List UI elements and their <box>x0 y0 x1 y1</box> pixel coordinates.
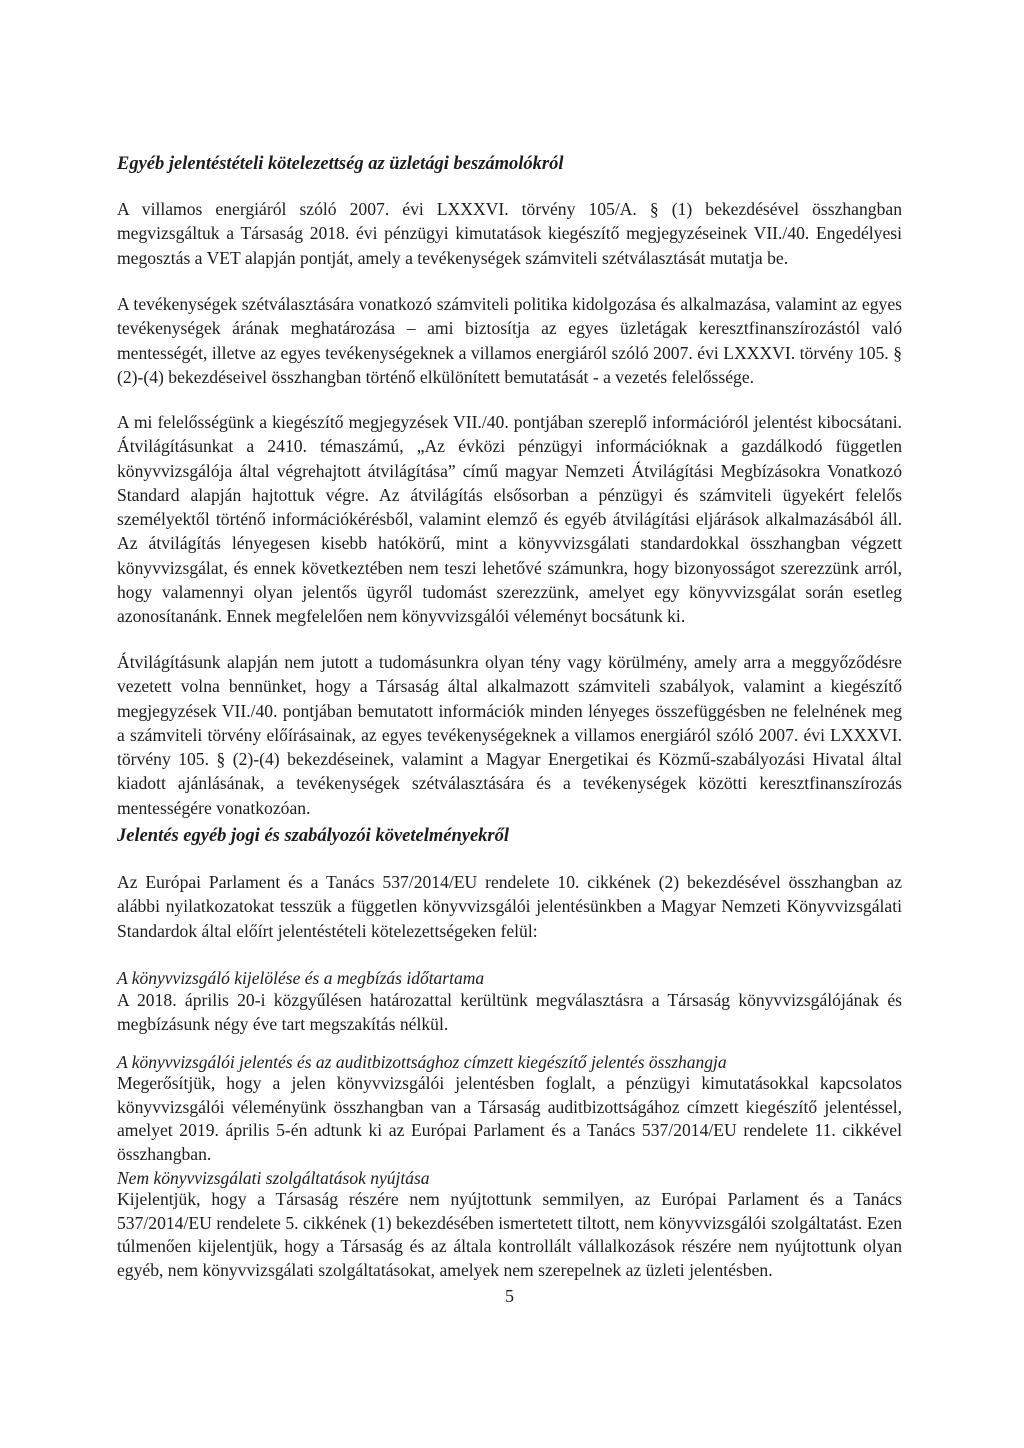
paragraph-management-responsibility: A tevékenységek szétválasztására vonatkozó számviteli politika kidolgozása és alkalmazása, valamint az egyes tevékenységek árának meghatározása – ami biztosítja az egyes üzletágak keresztfinanszírozástól való mentességét, illetve az egyes tevékenységeknek a villamos energiáról szóló 2007. évi LXXXVI. törvény 105. § (2)-(4) bekezdéseivel összhangban történő elkülönített bemutatását - a vezetés felelőssége. <box>117 294 902 387</box>
paragraph-our-responsibility: A mi felelősségünk a kiegészítő megjegyzések VII./40. pontjában szereplő információról jelentést kibocsátani. Átvilágításunkat a 2410. témaszámú, „Az évközi pénzügyi információknak a gazdálkodó független könyvvizsgálója által végrehajtott átvilágítása” című magyar Nemzeti Átvilágítási Megbízásokra Vonatkozó Standard alapján hajtottuk végre. Az átvilágítás elsősorban a pénzügyi és számviteli ügyekért felelős személyektől történő információkérésből, valamint elemző és egyéb átvilágítási eljárások alkalmazásából áll. Az átvilágítás lényegesen kisebb hatókörű, mint a könyvvizsgálati standardokkal összhangban végzett könyvvizsgálat, és ennek következtében nem teszi lehetővé számunkra, hogy bizonyosságot szerezzünk arról, hogy valamennyi olyan jelentős ügyről tudomást szerezzünk, amelyet egy könyvvizsgálat során esetleg azonosítanánk. Ennek megfelelően nem könyvvizsgálói véleményt bocsátunk ki. <box>117 412 902 627</box>
subheading-audit-committee-consistency: A könyvvizsgálói jelentés és az auditbizottsághoz címzett kiegészítő jelentés összhangja <box>117 1052 727 1072</box>
page-number: 5 <box>505 1286 514 1306</box>
paragraph-appointment: A 2018. április 20-i közgyűlésen határozattal kerültünk megválasztásra a Társaság könyvvizsgálójának és megbízásunk négy éve tart megszakítás nélkül. <box>117 990 902 1034</box>
subheading-non-audit-services: Nem könyvvizsgálati szolgáltatások nyújtása <box>117 1168 430 1188</box>
paragraph-non-audit-services: Kijelentjük, hogy a Társaság részére nem nyújtottunk semmilyen, az Európai Parlament és a Tanács 537/2014/EU rendelete 5. cikkének (1) bekezdésében ismertetett tiltott, nem könyvvizsgálói szolgáltatást. Ezen túlmenően kijelentjük, hogy a Társaság és az általa kontrollált vállalkozások részére nem nyújtottunk olyan egyéb, nem könyvvizsgálati szolgáltatásokat, amelyek nem szerepelnek az üzleti jelentésben. <box>117 1189 902 1281</box>
paragraph-consistency: Megerősítjük, hogy a jelen könyvvizsgálói jelentésben foglalt, a pénzügyi kimutatásokkal kapcsolatos könyvvizsgálói véleményünk összhangban van a Társaság auditbizottságához címzett kiegészítő jelentéssel, amelyet 2019. április 5-én adtunk ki az Európai Parlament és a Tanács 537/2014/EU rendelete 11. cikkével összhangban. <box>117 1073 902 1165</box>
paragraph-examination: A villamos energiáról szóló 2007. évi LXXXVI. törvény 105/A. § (1) bekezdésével összhangban megvizsgáltuk a Társaság 2018. évi pénzügyi kimutatások kiegészítő megjegyzéseinek VII./40. Engedélyesi megosztás a VET alapján pontját, amely a tevékenységek számviteli szétválasztását mutatja be. <box>117 199 902 268</box>
section-heading-other-reporting: Egyéb jelentéstételi kötelezettség az üzletági beszámolókról <box>117 154 564 174</box>
section-heading-legal-requirements: Jelentés egyéb jogi és szabályozói követelményekről <box>117 826 510 846</box>
subheading-auditor-appointment: A könyvvizsgáló kijelölése és a megbízás időtartama <box>117 968 485 988</box>
paragraph-conclusion: Átvilágításunk alapján nem jutott a tudomásunkra olyan tény vagy körülmény, amely arra a meggyőződésre vezetett volna bennünket, hogy a Társaság által alkalmazott számviteli szabályok, valamint a kiegészítő megjegyzések VII./40. pontjában bemutatott információk minden lényeges összefüggésben ne felelnének meg a számviteli törvény előírásainak, az egyes tevékenységeknek a villamos energiáról szóló 2007. évi LXXXVI. törvény 105. § (2)-(4) bekezdéseinek, valamint a Magyar Energetikai és Közmű-szabályozási Hivatal által kiadott ajánlásának, a tevékenységek szétválasztására és a tevékenységek közötti keresztfinanszírozás mentességére vonatkozóan. <box>117 652 902 818</box>
paragraph-eu-regulation: Az Európai Parlament és a Tanács 537/2014/EU rendelete 10. cikkének (2) bekezdésével összhangban az alábbi nyilatkozatokat tesszük a független könyvvizsgálói jelentésünkben a Magyar Nemzeti Könyvvizsgálati Standardok által előírt jelentéstételi kötelezettségeken felül: <box>117 872 902 941</box>
